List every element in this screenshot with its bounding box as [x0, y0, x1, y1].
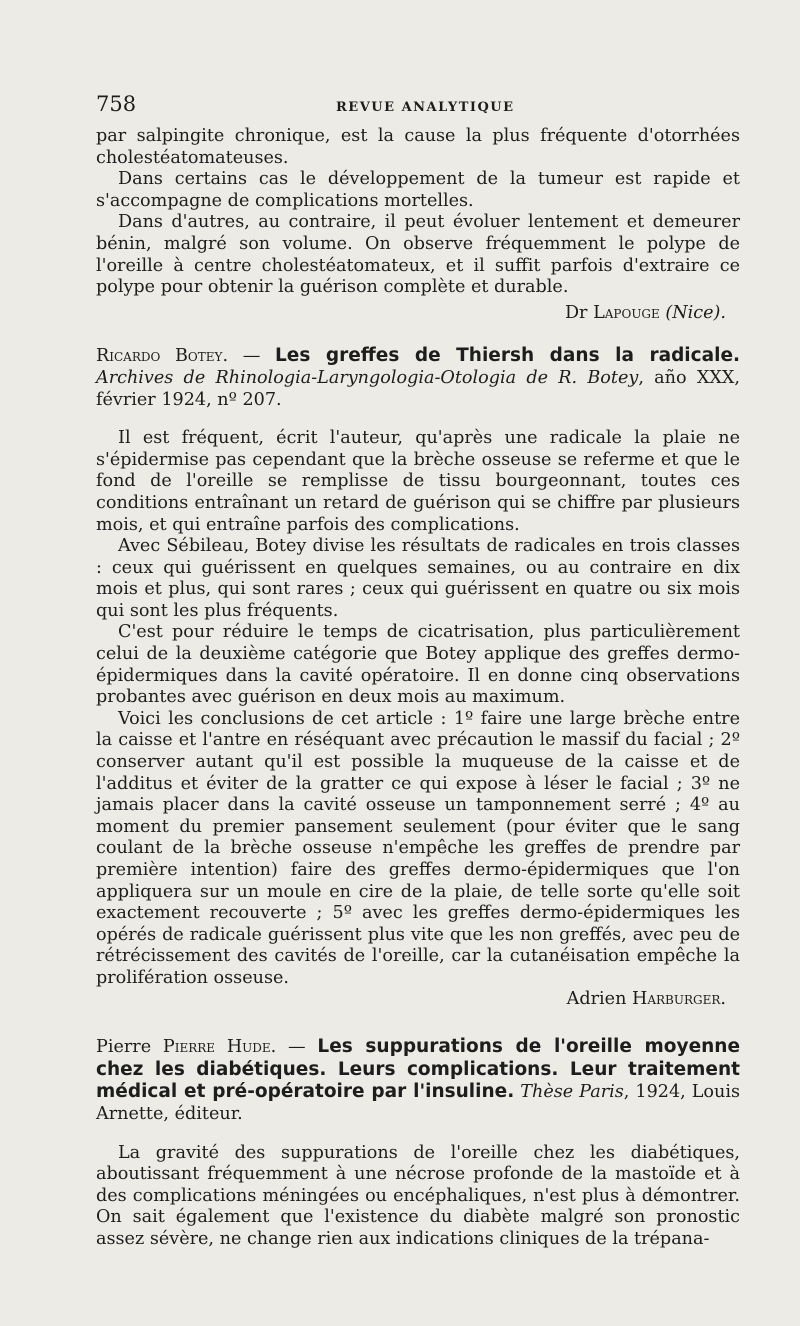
- entry-source: Thèse Paris: [520, 1082, 624, 1103]
- signature-name: Lapouge: [593, 302, 660, 323]
- signature: [96, 989, 740, 1011]
- paragraph: La gravité des suppurations de l'oreille chez les diabétiques, aboutissant fréquemment à une nécrose profonde de la mastoïde et à des complications méningées ou encéphaliques, n'est plus à démontrer. On sait également que l'existence du diabète malgré son pronostic assez sévère, ne change rien aux indications cliniques de la trépana-: [96, 1142, 740, 1249]
- paragraph: Dans d'autres, au contraire, il peut évoluer lentement et demeurer bénin, malgré son volume. On observe fréquemment le polype de l'oreille à centre cholestéatomateux, et il suffit parfois d'extraire ce polype pour obtenir la guérison complète et durable.: [96, 212, 740, 298]
- entry-heading: [96, 1036, 740, 1125]
- entry-heading: [96, 345, 740, 411]
- page-number: 758: [96, 92, 137, 116]
- signature-first-name: Adrien: [566, 988, 627, 1009]
- entry-source-details: , 1924, Louis Arnette, éditeur.: [96, 1082, 741, 1124]
- entry-author: Ricardo Botey.: [96, 346, 229, 367]
- review-entry-hude: [96, 1036, 740, 1250]
- entry-title: Les greffes de Thiersh dans la radicale.: [275, 345, 741, 367]
- entry-source: Archives de Rhinologia-Laryngologia-Otologia de R. Botey: [96, 367, 639, 388]
- review-entry-lapouge: [96, 126, 740, 324]
- signature-last-name: Harburger.: [632, 988, 726, 1009]
- paragraph: Dans certains cas le développement de la tumeur est rapide et s'accompagne de complications mortelles.: [96, 169, 740, 211]
- paragraph: par salpingite chronique, est la cause la plus fréquente d'otorrhées cholestéatomateuses.: [96, 126, 740, 168]
- page-header: [96, 92, 740, 126]
- paragraph: Il est fréquent, écrit l'auteur, qu'après une radicale la plaie ne s'épidermise pas cependant que la brèche osseuse se referme et que le fond de l'oreille se remplisse de tissu bourgeonnant, toutes ces conditions entraînant un retard de guérison qui se chiffre par plusieurs mois, et qui entraîne parfois des complications.: [96, 428, 740, 535]
- signature-place: (Nice).: [665, 302, 726, 323]
- paragraph: Avec Sébileau, Botey divise les résultats de radicales en trois classes : ceux qui guérissent en quelques semaines, ou au contraire en dix mois et plus, qui sont rares ; ceux qui guérissent en quatre ou six mois qui sont les plus fréquents.: [96, 536, 740, 621]
- entry-dash: —: [276, 1037, 318, 1058]
- running-title: REVUE ANALYTIQUE: [336, 100, 515, 115]
- entry-author: Pierre Hude.: [162, 1037, 277, 1058]
- paragraph: Voici les conclusions de cet article : 1º faire une large brèche entre la caisse et l'antre en réséquant avec précaution le massif du facial ; 2º conserver autant qu'il est possible la muqueuse de la caisse et de l'additus et éviter de la gratter ce qui expose à léser le facial ; 3º ne jamais placer dans la cavité osseuse un tamponnement serré ; 4º au moment du premier pansement seulement (pour éviter que le sang coulant de la brèche osseuse n'empêche les greffes de prendre par première intention) faire des greffes dermo-épidermiques que l'on appliquera sur un moule en cire de la plaie, de telle sorte qu'elle soit exactement recouverte ; 5º avec les greffes dermo-épidermiques les opérés de radicale guérissent plus vite que les non greffés, avec peu de rétrécissement des cavités de l'oreille, car la cutanéisation empêche la prolifération osseuse.: [96, 708, 740, 988]
- entry-title: Les suppurations de l'oreille moyenne chez les diabétiques. Leurs complications. Leur traitement médical et pré-opératoire par l'insuline.: [96, 1036, 741, 1103]
- page-content: [96, 92, 740, 1251]
- paragraph: C'est pour réduire le temps de cicatrisation, plus particulièrement celui de la deuxième catégorie que Botey applique des greffes dermo-épidermiques dans la cavité opératoire. Il en donne cinq observations probantes avec guérison en deux mois au maximum.: [96, 622, 740, 708]
- signature: [96, 303, 740, 325]
- signature-title: Dr: [564, 302, 588, 323]
- entry-author-first: Pierre: [96, 1037, 163, 1058]
- review-entry-botey: [96, 345, 740, 1010]
- entry-dash: —: [228, 346, 276, 367]
- entry-source-details: , año XXX, février 1924, nº 207.: [96, 367, 740, 410]
